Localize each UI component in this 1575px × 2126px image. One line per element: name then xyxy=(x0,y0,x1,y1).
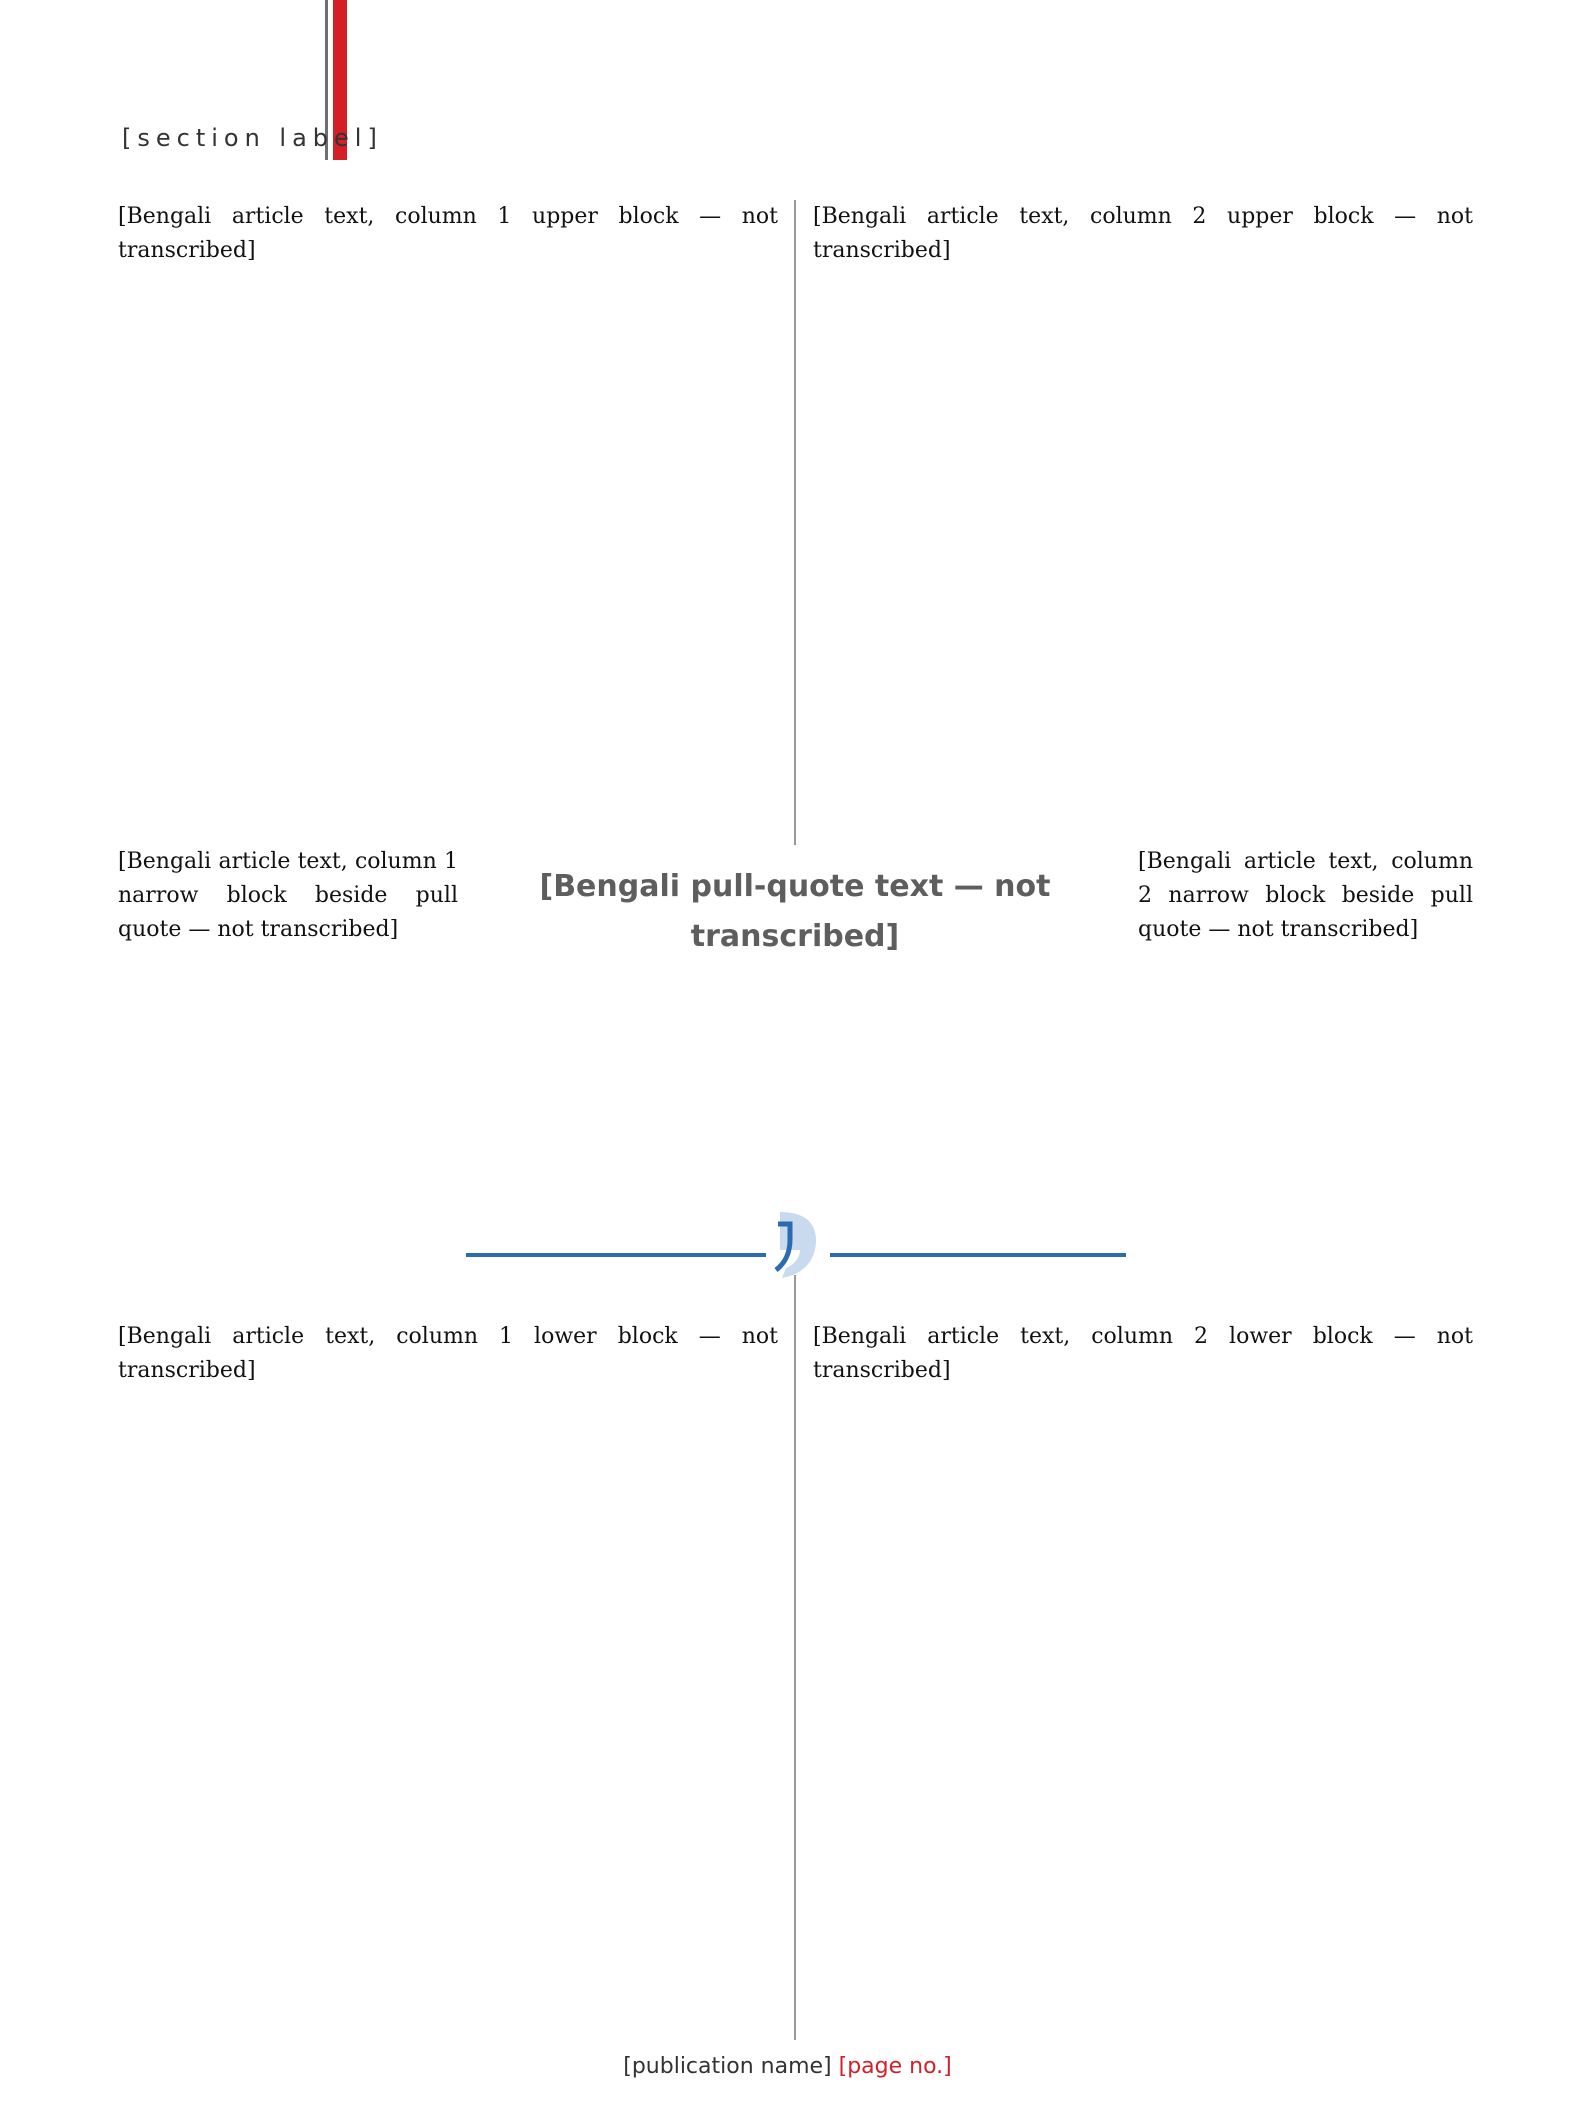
page-number: [page no.] xyxy=(838,2054,952,2079)
paragraph: [Bengali article text, column 2 upper block — not transcribed] xyxy=(813,204,1473,263)
quote-mark-icon xyxy=(770,1206,822,1282)
article-column-right-top xyxy=(813,200,1473,840)
paragraph: [Bengali article text, column 1 lower block — not transcribed] xyxy=(118,1324,778,1383)
publication-name: [publication name] xyxy=(623,2054,832,2079)
section-title: [section label] xyxy=(122,124,383,152)
paragraph: [Bengali article text, column 1 narrow block beside pull quote — not transcribed] xyxy=(118,849,458,942)
article-column-right-bottom xyxy=(813,1320,1473,2030)
paragraph: [Bengali article text, column 2 lower block — not transcribed] xyxy=(813,1324,1473,1383)
article-column-left-bottom xyxy=(118,1320,778,2030)
page-footer xyxy=(0,2054,1575,2079)
paragraph: [Bengali article text, column 1 upper block — not transcribed] xyxy=(118,204,778,263)
pull-quote-rule-right xyxy=(830,1253,1126,1257)
article-column-right-mid xyxy=(1138,845,1473,1315)
paragraph: [Bengali article text, column 2 narrow block beside pull quote — not transcribed] xyxy=(1138,849,1473,942)
pull-quote-text: [Bengali pull-quote text — not transcribed] xyxy=(539,869,1051,954)
article-column-left-mid xyxy=(118,845,458,1315)
pull-quote-rule-left xyxy=(466,1253,766,1257)
article-column-left-top xyxy=(118,200,778,840)
